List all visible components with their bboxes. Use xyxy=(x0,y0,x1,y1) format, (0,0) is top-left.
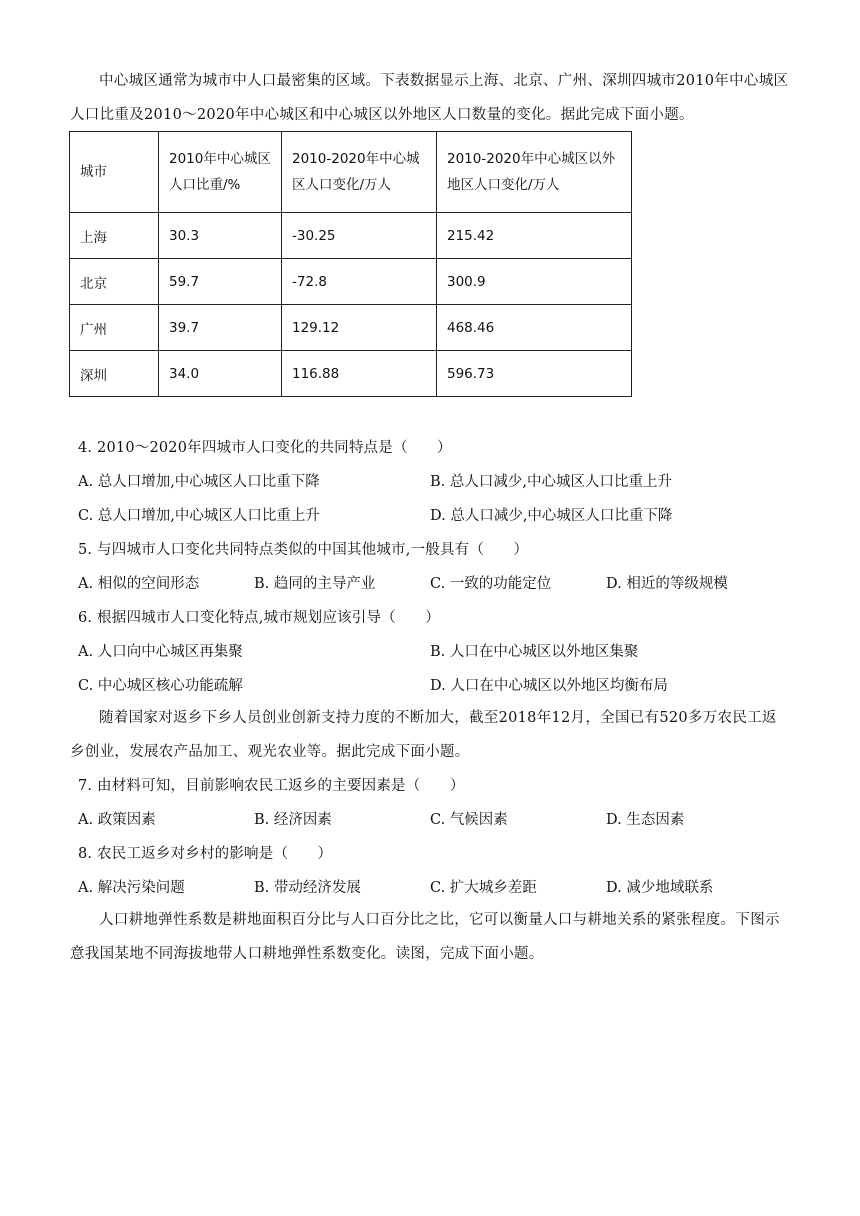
table-cell: -72.8 xyxy=(282,259,437,305)
question-5-option-d: D. 相近的等级规模 xyxy=(606,576,728,592)
question-6-option-d: D. 人口在中心城区以外地区均衡布局 xyxy=(430,678,668,694)
question-4-option-a: A. 总人口增加,中心城区人口比重下降 xyxy=(78,474,320,490)
question-8-option-d: D. 减少地域联系 xyxy=(606,880,714,896)
table-cell: 129.12 xyxy=(282,305,437,351)
table-cell: 300.9 xyxy=(437,259,632,305)
question-7-option-b: B. 经济因素 xyxy=(254,812,332,828)
question-5-option-b: B. 趋同的主导产业 xyxy=(254,576,376,592)
question-7-stem: 7. 由材料可知，目前影响农民工返乡的主要因素是（ ） xyxy=(78,778,465,794)
question-4-option-c: C. 总人口增加,中心城区人口比重上升 xyxy=(78,508,320,524)
question-8-option-a: A. 解决污染问题 xyxy=(78,880,185,896)
table-cell: 北京 xyxy=(70,259,159,305)
question-4-stem: 4. 2010～2020年四城市人口变化的共同特点是（ ） xyxy=(78,440,452,456)
table-cell: 广州 xyxy=(70,305,159,351)
table-cell: 深圳 xyxy=(70,351,159,397)
question-5-option-c: C. 一致的功能定位 xyxy=(430,576,552,592)
table-header-cell: 2010-2020年中心城区以外地区人口变化/万人 xyxy=(437,132,632,213)
table-header-cell: 2010-2020年中心城区人口变化/万人 xyxy=(282,132,437,213)
table-cell: 30.3 xyxy=(159,213,282,259)
intro-paragraph-3: 人口耕地弹性系数是耕地面积百分比与人口百分比之比，它可以衡量人口与耕地关系的紧张程度。下图示意我国某地不同海拔地带人口耕地弹性系数变化。读图，完成下面小题。 xyxy=(70,912,780,962)
question-8-option-b: B. 带动经济发展 xyxy=(254,880,361,896)
table-row xyxy=(70,305,632,351)
table-header-cell: 城市 xyxy=(70,132,159,213)
table-cell: 596.73 xyxy=(437,351,632,397)
question-7-option-c: C. 气候因素 xyxy=(430,812,508,828)
question-8-stem: 8. 农民工返乡对乡村的影响是（ ） xyxy=(78,846,333,862)
intro-paragraph-2: 随着国家对返乡下乡人员创业创新支持力度的不断加大，截至2018年12月，全国已有520多万农民工返乡创业，发展农产品加工、观光农业等。据此完成下面小题。 xyxy=(70,710,777,760)
table-cell: 34.0 xyxy=(159,351,282,397)
table-cell: 上海 xyxy=(70,213,159,259)
question-5-option-a: A. 相似的空间形态 xyxy=(78,576,200,592)
table-row xyxy=(70,351,632,397)
question-6-stem: 6. 根据四城市人口变化特点,城市规划应该引导（ ） xyxy=(78,610,440,626)
question-5-stem: 5. 与四城市人口变化共同特点类似的中国其他城市,一般具有（ ） xyxy=(78,542,529,558)
question-6-option-c: C. 中心城区核心功能疏解 xyxy=(78,678,243,694)
intro-paragraph-1: 中心城区通常为城市中人口最密集的区域。下表数据显示上海、北京、广州、深圳四城市2010年中心城区人口比重及2010～2020年中心城区和中心城区以外地区人口数量的变化。据此完成下面小题。 xyxy=(70,73,789,123)
question-7-option-d: D. 生态因素 xyxy=(606,812,685,828)
question-6-option-b: B. 人口在中心城区以外地区集聚 xyxy=(430,644,639,660)
table-row xyxy=(70,259,632,305)
table-cell: 39.7 xyxy=(159,305,282,351)
table-cell: 468.46 xyxy=(437,305,632,351)
table-cell: -30.25 xyxy=(282,213,437,259)
table-cell: 116.88 xyxy=(282,351,437,397)
question-4-option-b: B. 总人口减少,中心城区人口比重上升 xyxy=(430,474,672,490)
table-header-cell: 2010年中心城区人口比重/% xyxy=(159,132,282,213)
table-cell: 59.7 xyxy=(159,259,282,305)
table-header-row xyxy=(70,132,632,213)
population-table xyxy=(69,131,632,397)
question-4-option-d: D. 总人口减少,中心城区人口比重下降 xyxy=(430,508,673,524)
question-8-option-c: C. 扩大城乡差距 xyxy=(430,880,537,896)
question-6-option-a: A. 人口向中心城区再集聚 xyxy=(78,644,243,660)
question-7-option-a: A. 政策因素 xyxy=(78,812,156,828)
table-cell: 215.42 xyxy=(437,213,632,259)
table-row xyxy=(70,213,632,259)
